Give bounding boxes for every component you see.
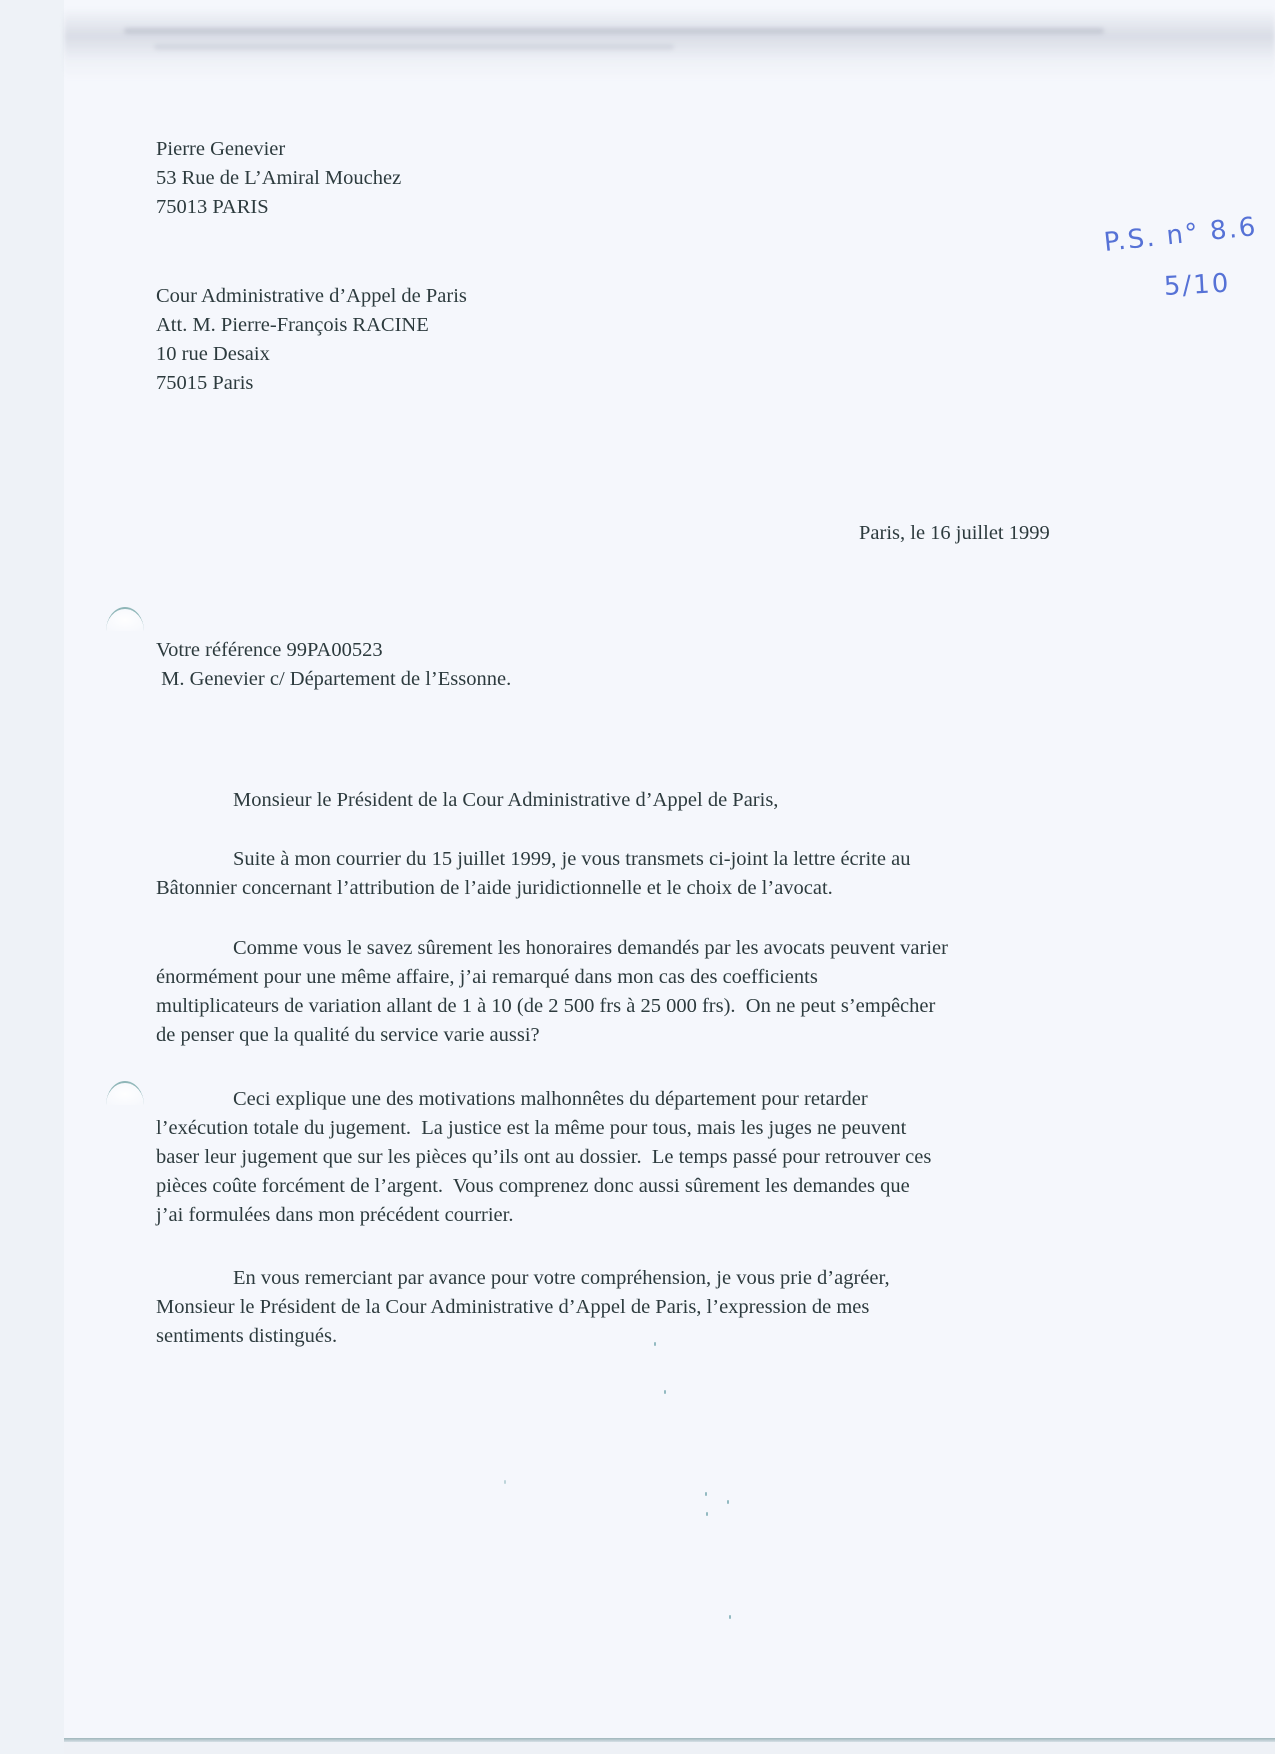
sender-name: Pierre Genevier xyxy=(156,138,286,160)
scan-speck xyxy=(727,1500,729,1504)
recipient-street: 10 rue Desaix xyxy=(156,343,270,365)
sender-street: 53 Rue de L’Amiral Mouchez xyxy=(156,167,402,189)
scan-speck xyxy=(504,1480,506,1484)
paragraph-line: Ceci explique une des motivations malhonnêtes du département pour retarder xyxy=(233,1088,868,1110)
recipient-attention: Att. M. Pierre-François RACINE xyxy=(156,314,429,336)
paragraph-line: de penser que la qualité du service varie aussi? xyxy=(156,1024,540,1046)
salutation: Monsieur le Président de la Cour Administrative d’Appel de Paris, xyxy=(233,789,779,811)
show-through-bleed xyxy=(64,8,1275,78)
paragraph-line: l’exécution totale du jugement. La justice est la même pour tous, mais les juges ne peuvent xyxy=(156,1117,907,1139)
hole-punch-mark xyxy=(106,607,144,631)
case-reference xyxy=(156,636,511,694)
paragraph-line: sentiments distingués. xyxy=(156,1325,338,1347)
scan-speck xyxy=(654,1342,656,1346)
paragraph-line: Suite à mon courrier du 15 juillet 1999, je vous transmets ci-joint la lettre écrite au xyxy=(233,848,911,870)
reference-parties: M. Genevier c/ Département de l’Essonne. xyxy=(156,668,512,690)
handwritten-annotation-line1: P.S. n° 8.6 xyxy=(1102,211,1259,258)
recipient-city: 75015 Paris xyxy=(156,372,254,394)
scan-speck xyxy=(705,1492,707,1496)
show-through-line xyxy=(154,44,674,50)
sender-city: 75013 PARIS xyxy=(156,196,269,218)
letter-date: Paris, le 16 juillet 1999 xyxy=(859,522,1050,544)
paragraph-line: énormément pour une même affaire, j’ai remarqué dans mon cas des coefficients xyxy=(156,966,818,988)
scan-speck xyxy=(706,1512,708,1516)
paragraph-1 xyxy=(156,845,910,903)
recipient-org: Cour Administrative d’Appel de Paris xyxy=(156,285,467,307)
paragraph-3 xyxy=(156,1085,931,1230)
scan-speck xyxy=(729,1615,731,1619)
scanner-background xyxy=(0,0,64,1754)
page-bottom-edge xyxy=(64,1738,1275,1742)
paragraph-line: Monsieur le Président de la Cour Administrative d’Appel de Paris, l’expression de mes xyxy=(156,1296,870,1318)
reference-number: Votre référence 99PA00523 xyxy=(156,639,383,661)
handwritten-annotation-line2: 5/10 xyxy=(1163,268,1232,302)
show-through-line xyxy=(124,28,1104,34)
letter-page xyxy=(64,0,1275,1740)
paragraph-line: En vous remerciant par avance pour votre compréhension, je vous prie d’agréer, xyxy=(233,1267,890,1289)
recipient-address xyxy=(156,282,467,398)
paragraph-2 xyxy=(156,934,948,1050)
closing-paragraph xyxy=(156,1264,890,1351)
paragraph-line: pièces coûte forcément de l’argent. Vous comprenez donc aussi sûrement les demandes que xyxy=(156,1175,910,1197)
scan-speck xyxy=(664,1390,666,1394)
paragraph-line: Comme vous le savez sûrement les honoraires demandés par les avocats peuvent varier xyxy=(233,937,948,959)
paragraph-line: Bâtonnier concernant l’attribution de l’aide juridictionnelle et le choix de l’avocat. xyxy=(156,877,833,899)
paragraph-line: baser leur jugement que sur les pièces qu’ils ont au dossier. Le temps passé pour retrouver ces xyxy=(156,1146,932,1168)
sender-address xyxy=(156,135,401,222)
paragraph-line: multiplicateurs de variation allant de 1 à 10 (de 2 500 frs à 25 000 frs). On ne peut s’empêcher xyxy=(156,995,936,1017)
paragraph-line: j’ai formulées dans mon précédent courrier. xyxy=(156,1204,514,1226)
hole-punch-mark xyxy=(106,1081,144,1105)
